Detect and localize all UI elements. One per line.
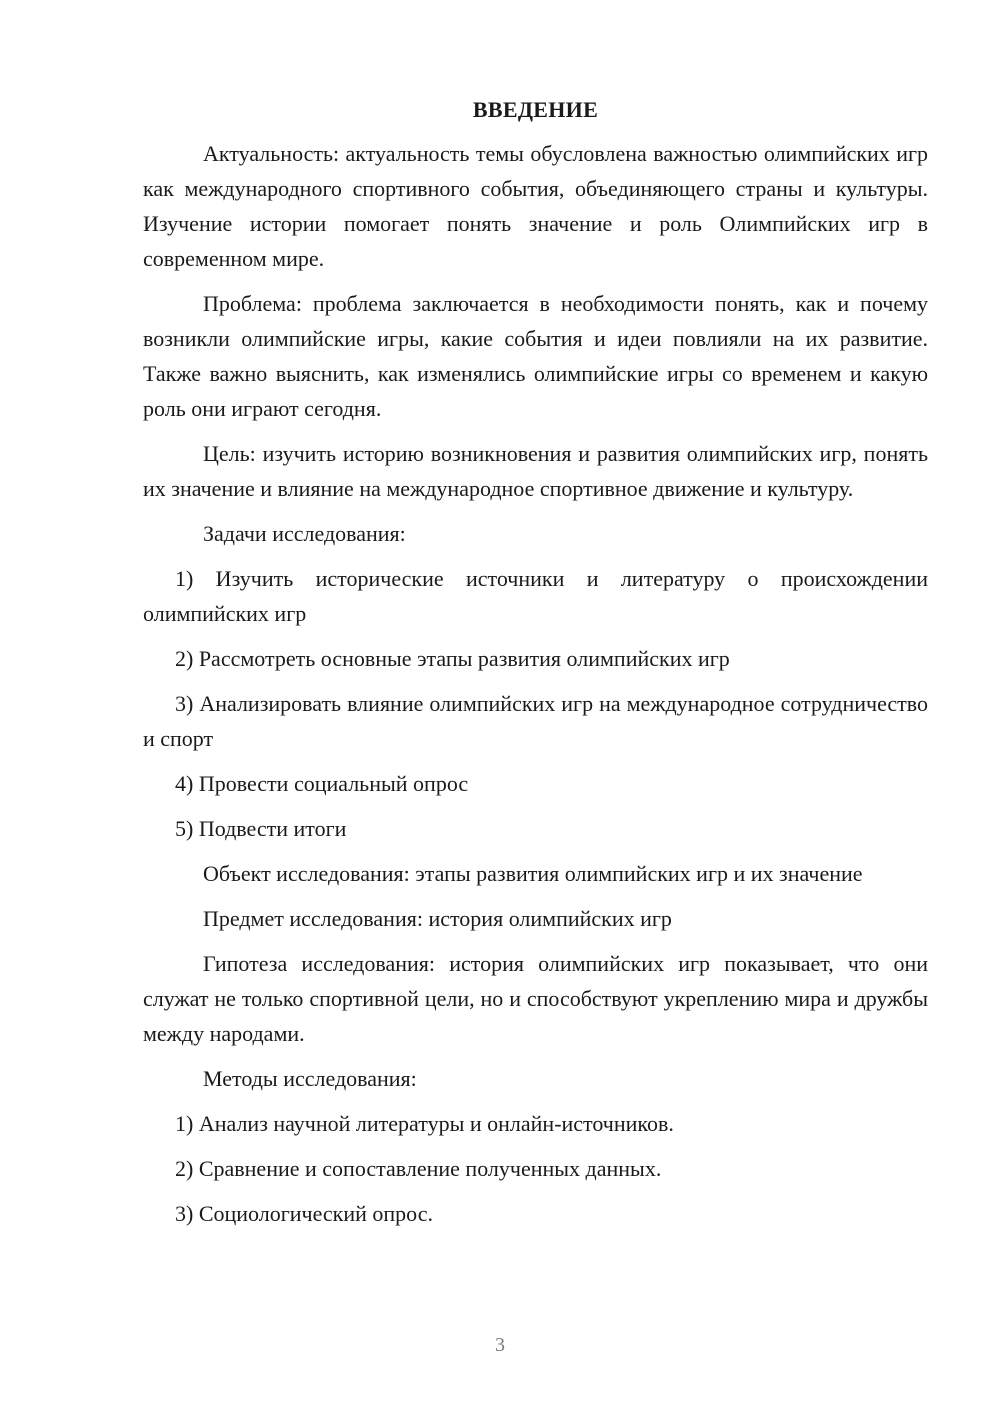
relevance-paragraph: Актуальность: актуальность темы обусловлена важностью олимпийских игр как международного спортивного события, объединяющего страны и культуры. Изучение истории помогает понять значение и роль Олимпийских игр в современном мире. [143,141,928,271]
method-item: 2) Сравнение и сопоставление полученных данных. [175,1156,662,1181]
subject-paragraph: Предмет исследования: история олимпийских игр [203,906,672,931]
object-paragraph: Объект исследования: этапы развития олимпийских игр и их значение [203,861,863,886]
task-item: 4) Провести социальный опрос [175,771,469,796]
task-item: 3) Анализировать влияние олимпийских игр на международное сотрудничество и спорт [143,691,928,751]
document-page [143,92,928,1241]
method-item: 3) Социологический опрос. [175,1201,433,1226]
goal-paragraph: Цель: изучить историю возникновения и развития олимпийских игр, понять их значение и влияние на международное спортивное движение и культуру. [143,441,928,501]
page-title: ВВЕДЕНИЕ [472,97,599,122]
task-item: 1) Изучить исторические источники и литературу о происхождении олимпийских игр [143,566,928,626]
hypothesis-paragraph: Гипотеза исследования: история олимпийских игр показывает, что они служат не только спортивной цели, но и способствуют укреплению мира и дружбы между народами. [143,951,928,1046]
task-item: 2) Рассмотреть основные этапы развития олимпийских игр [175,646,730,671]
task-item: 5) Подвести итоги [175,816,347,841]
problem-paragraph: Проблема: проблема заключается в необходимости понять, как и почему возникли олимпийские игры, какие события и идеи повлияли на их развитие. Также важно выяснить, как изменялись олимпийские игры со временем и какую роль они играют сегодня. [143,291,928,421]
page-number: 3 [495,1334,505,1356]
method-item: 1) Анализ научной литературы и онлайн-источников. [175,1111,674,1136]
methods-heading: Методы исследования: [203,1066,417,1091]
tasks-heading: Задачи исследования: [203,521,406,546]
